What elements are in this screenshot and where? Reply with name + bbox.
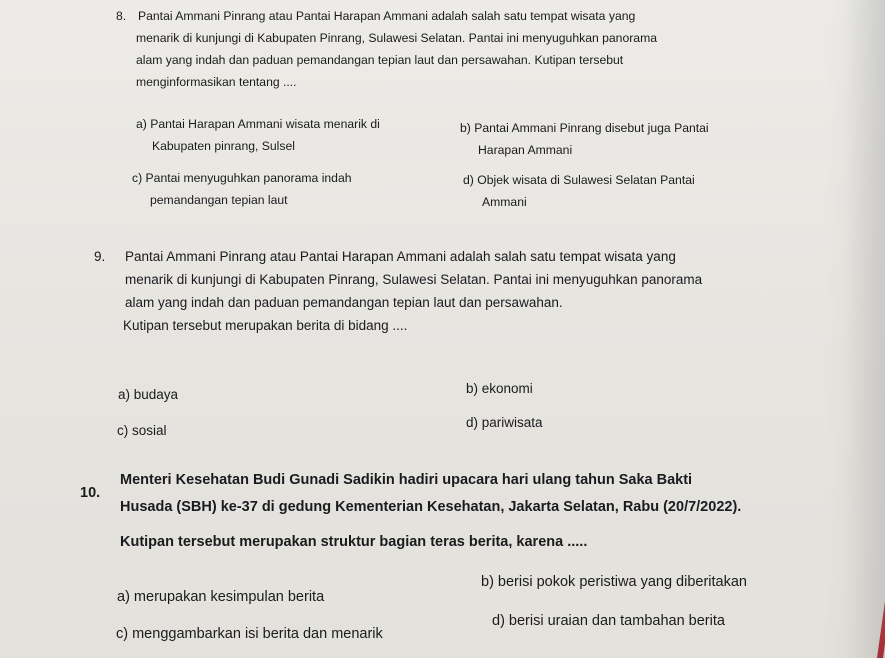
question-text-line: Pantai Ammani Pinrang atau Pantai Harapan Ammani adalah salah satu tempat wisata yang: [138, 9, 636, 23]
question-number: 8.: [116, 9, 127, 23]
question-text-line: menarik di kunjungi di Kabupaten Pinrang, Sulawesi Selatan. Pantai ini menyuguhkan panorama: [136, 31, 658, 45]
option-c-continued: pemandangan tepian laut: [150, 193, 288, 207]
question-text-line: Kutipan tersebut merupakan struktur bagian teras berita, karena .....: [120, 534, 588, 550]
option-b[interactable]: b) ekonomi: [466, 381, 533, 396]
option-d[interactable]: d) Objek wisata di Sulawesi Selatan Pantai: [463, 173, 695, 187]
option-c[interactable]: c) Pantai menyuguhkan panorama indah: [132, 171, 352, 185]
option-c[interactable]: c) sosial: [117, 423, 167, 438]
option-b[interactable]: b) berisi pokok peristiwa yang diberitakan: [481, 574, 747, 590]
question-text-line: Pantai Ammani Pinrang atau Pantai Harapan Ammani adalah salah satu tempat wisata yang: [125, 249, 676, 264]
question-number: 10.: [80, 485, 101, 501]
question-text-line: alam yang indah dan paduan pemandangan tepian laut dan persawahan.: [125, 295, 563, 310]
option-d-continued: Ammani: [482, 195, 527, 209]
option-a[interactable]: a) merupakan kesimpulan berita: [117, 589, 325, 605]
question-text-line: Husada (SBH) ke-37 di gedung Kementerian Kesehatan, Jakarta Selatan, Rabu (20/7/2022).: [120, 499, 742, 515]
question-number: 9.: [94, 249, 106, 264]
option-a-continued: Kabupaten pinrang, Sulsel: [152, 139, 295, 153]
question-text-line: Menteri Kesehatan Budi Gunadi Sadikin hadiri upacara hari ulang tahun Saka Bakti: [120, 472, 693, 488]
option-a[interactable]: a) Pantai Harapan Ammani wisata menarik di: [136, 117, 380, 131]
question-text-line: menarik di kunjungi di Kabupaten Pinrang, Sulawesi Selatan. Pantai ini menyuguhkan panorama: [125, 272, 703, 287]
option-a[interactable]: a) budaya: [118, 387, 179, 402]
page-edge: [845, 0, 885, 658]
option-b-continued: Harapan Ammani: [478, 143, 573, 157]
question-text-line: alam yang indah dan paduan pemandangan tepian laut dan persawahan. Kutipan tersebut: [136, 53, 624, 67]
option-d[interactable]: d) pariwisata: [466, 415, 543, 430]
question-text-line: Kutipan tersebut merupakan berita di bidang ....: [123, 318, 408, 333]
option-d[interactable]: d) berisi uraian dan tambahan berita: [492, 613, 725, 629]
option-c[interactable]: c) menggambarkan isi berita dan menarik: [116, 626, 383, 642]
question-text-line: menginformasikan tentang ....: [136, 75, 297, 89]
option-b[interactable]: b) Pantai Ammani Pinrang disebut juga Pantai: [460, 121, 709, 135]
